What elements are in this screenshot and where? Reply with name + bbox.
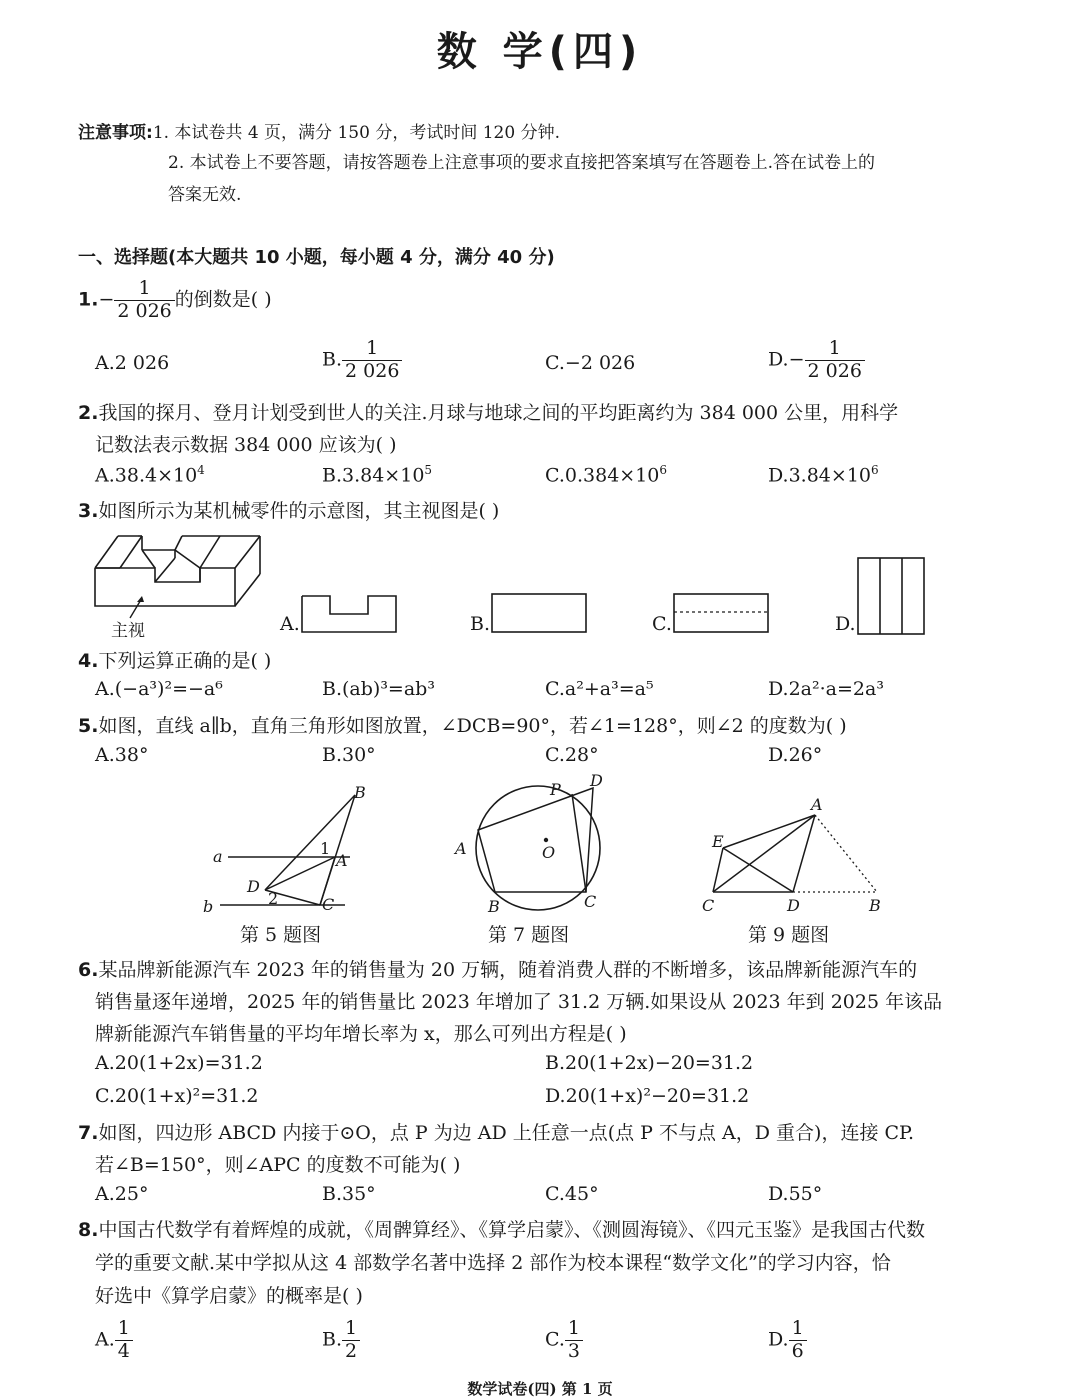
- q2-d-text: D.3.84×10: [768, 464, 871, 487]
- q3-option-c-shape: [672, 592, 772, 636]
- figure-5: [200, 780, 380, 920]
- q7-option-d: D.55°: [768, 1183, 823, 1205]
- q4-text: 下列运算正确的是( ): [98, 650, 272, 672]
- q2-option-b: [322, 463, 432, 486]
- q7-option-b: B.35°: [322, 1183, 376, 1205]
- q8-text1: 中国古代数学有着辉煌的成就，《周髀算经》、《算学启蒙》、《测圆海镜》、《四元玉鉴》是我国古代数: [98, 1219, 925, 1241]
- fig9-label-E: E: [712, 832, 724, 851]
- q4-option-c: C.a²+a³=a⁵: [545, 678, 654, 700]
- q8-a-den: 4: [117, 1339, 130, 1362]
- question-4: [78, 646, 271, 673]
- figure-9-caption: 第 9 题图: [748, 924, 830, 946]
- q2-b-text: B.3.84×10: [322, 464, 425, 487]
- notes-line2: 2. 本试卷上不要答题，请按答题卷上注意事项的要求直接把答案填写在答题卷上.答在试卷上的: [168, 153, 876, 173]
- page-footer: 数学试卷(四) 第 1 页: [467, 1380, 613, 1398]
- center-point-o: [544, 838, 548, 842]
- figure-7-caption: 第 7 题图: [488, 924, 570, 946]
- q8-a-num: 1: [115, 1318, 133, 1341]
- q1-prefix: −: [98, 288, 115, 311]
- fig7-label-D: D: [590, 771, 603, 790]
- q8-a-fraction: [115, 1318, 133, 1363]
- q3-view-label: 主视: [111, 621, 145, 641]
- fig7-label-C: C: [584, 892, 597, 911]
- q1-option-a: A.2 026: [95, 352, 170, 374]
- q7-option-a: A.25°: [95, 1183, 149, 1205]
- q6-option-a: A.20(1+2x)=31.2: [95, 1052, 263, 1074]
- q2-option-c: [545, 463, 667, 486]
- figure-5-caption: 第 5 题图: [240, 924, 322, 946]
- segment-cp: [572, 794, 586, 892]
- fig5-label-a: a: [213, 847, 223, 866]
- q5-option-d: D.26°: [768, 744, 823, 766]
- q1-option-c: C.−2 026: [545, 352, 636, 374]
- q8-b-den: 2: [345, 1339, 358, 1362]
- fig5-label-C: C: [322, 895, 335, 914]
- q1-d-label: D.−: [768, 348, 805, 371]
- q6-option-d: D.20(1+x)²−20=31.2: [545, 1085, 750, 1107]
- q8-option-c: [545, 1318, 583, 1363]
- q8-b-num: 1: [342, 1318, 360, 1341]
- q8-d-den: 6: [791, 1339, 804, 1362]
- q7-option-c: C.45°: [545, 1183, 599, 1205]
- q2-option-d: [768, 463, 879, 486]
- fig7-label-O: O: [542, 843, 556, 862]
- q8-d-fraction: [789, 1318, 807, 1363]
- q4-number: 4.: [78, 650, 99, 672]
- question-6-line2: 销售量逐年递增，2025 年的销售量比 2023 年增加了 31.2 万辆.如果设从 2023 年到 2025 年该品: [95, 991, 943, 1013]
- q7-number: 7.: [78, 1122, 99, 1144]
- q5-option-b: B.30°: [322, 744, 376, 766]
- q1-d-den: 2 026: [807, 359, 862, 382]
- fig5-label-b: b: [203, 897, 214, 916]
- q4-option-d: D.2a²·a=2a³: [768, 678, 884, 700]
- q1-frac-den: 2 026: [117, 299, 172, 322]
- q8-c-num: 1: [565, 1318, 583, 1341]
- segment-ed: [723, 848, 793, 892]
- fig9-label-A: A: [811, 795, 823, 814]
- q3-option-c-label: C.: [652, 613, 672, 635]
- figure-7: [450, 770, 620, 920]
- fig7-label-P: P: [550, 780, 561, 799]
- q2-a-exp: 4: [197, 463, 205, 477]
- fig9-label-C: C: [702, 896, 715, 915]
- q8-option-b: [322, 1318, 360, 1363]
- figure-9: [695, 790, 895, 920]
- fig5-label-2: 2: [268, 889, 279, 908]
- q3-option-b-shape: [490, 592, 590, 636]
- section-heading: 一、选择题(本大题共 10 小题，每小题 4 分，满分 40 分): [78, 247, 555, 268]
- q2-option-a: [95, 463, 205, 486]
- fig5-label-A: A: [336, 851, 348, 870]
- q2-c-text: C.0.384×10: [545, 464, 660, 487]
- q3-option-b-label: B.: [470, 613, 491, 635]
- q2-a-text: A.38.4×10: [95, 464, 198, 487]
- q5-option-c: C.28°: [545, 744, 599, 766]
- q6-number: 6.: [78, 959, 99, 981]
- q2-d-exp: 6: [871, 463, 879, 477]
- question-1: [78, 278, 272, 323]
- page-title: 数 学(四): [436, 29, 644, 75]
- q6-option-b: B.20(1+2x)−20=31.2: [545, 1052, 754, 1074]
- question-5: [78, 711, 847, 738]
- question-7-line2: 若∠B=150°，则∠APC 的度数不可能为( ): [95, 1154, 461, 1176]
- view-arrowhead: [137, 596, 144, 602]
- q8-b-fraction: [342, 1318, 360, 1363]
- fig5-label-D: D: [247, 877, 260, 896]
- q2-c-exp: 6: [659, 463, 668, 477]
- question-6-line3: 牌新能源汽车销售量的平均年增长率为 x，那么可列出方程是( ): [95, 1023, 627, 1045]
- fig7-label-B: B: [488, 897, 500, 916]
- notes-label: 注意事项:: [78, 123, 153, 143]
- q3-option-a-shape: [300, 592, 400, 636]
- segment-da: [793, 815, 815, 892]
- q8-option-d: [768, 1318, 807, 1363]
- q5-text: 如图，直线 a∥b，直角三角形如图放置，∠DCB=90°，若∠1=128°，则∠2 的度数为( ): [98, 715, 847, 737]
- q8-c-label: C.: [545, 1328, 565, 1351]
- q1-suffix: 的倒数是( ): [174, 288, 272, 311]
- q6-text1: 某品牌新能源汽车 2023 年的销售量为 20 万辆，随着消费人群的不断增多，该品牌新能源汽车的: [98, 959, 918, 981]
- q1-option-d: [768, 338, 865, 383]
- q1-d-num: 1: [805, 338, 865, 361]
- q1-option-b: [322, 338, 402, 383]
- notes-line1: [78, 118, 560, 143]
- q5-option-a: A.38°: [95, 744, 149, 766]
- question-8-line2: 学的重要文献.某中学拟从这 4 部数学名著中选择 2 部作为校本课程“数学文化”的学习内容，恰: [95, 1252, 891, 1274]
- q3-option-a-label: A.: [280, 613, 300, 635]
- segment-ea: [723, 815, 815, 848]
- q8-d-num: 1: [789, 1318, 807, 1341]
- q2-b-exp: 5: [424, 463, 433, 477]
- q3-option-d-label: D.: [835, 613, 856, 635]
- question-8-line1: [78, 1215, 925, 1242]
- question-2-line2: 记数法表示数据 384 000 应该为( ): [95, 434, 397, 456]
- fig5-label-1: 1: [320, 839, 331, 858]
- q8-c-den: 3: [567, 1339, 580, 1362]
- question-3: [78, 496, 499, 523]
- q1-d-fraction: [805, 338, 865, 383]
- fig9-label-D: D: [787, 896, 800, 915]
- q1-b-num: 1: [342, 338, 402, 361]
- q8-b-label: B.: [322, 1328, 343, 1351]
- q1-b-label: B.: [322, 348, 343, 371]
- question-7-line1: [78, 1118, 914, 1145]
- q1-frac-num: 1: [114, 278, 174, 301]
- question-6-line1: [78, 955, 917, 982]
- q8-option-a: [95, 1318, 133, 1363]
- q2-text1: 我国的探月、登月计划受到世人的关注.月球与地球之间的平均距离约为 384 000 公里，用科学: [98, 402, 899, 424]
- q3-number: 3.: [78, 500, 99, 522]
- q7-text1: 如图，四边形 ABCD 内接于⊙O，点 P 为边 AD 上任意一点(点 P 不与点 A，D 重合)，连接 CP.: [98, 1122, 915, 1144]
- q3-option-d-shape: [856, 556, 928, 636]
- q4-option-b: B.(ab)³=ab³: [322, 678, 435, 700]
- q8-d-label: D.: [768, 1328, 789, 1351]
- q1-b-fraction: [342, 338, 402, 383]
- q4-option-a: A.(−a³)²=−a⁶: [95, 678, 223, 700]
- q8-c-fraction: [565, 1318, 583, 1363]
- q2-number: 2.: [78, 402, 99, 424]
- fig7-label-A: A: [455, 839, 467, 858]
- fig5-label-B: B: [354, 783, 366, 802]
- notes-text1: 1. 本试卷共 4 页，满分 150 分，考试时间 120 分钟.: [152, 123, 560, 143]
- question-2-line1: [78, 398, 898, 425]
- q5-number: 5.: [78, 715, 99, 737]
- fig9-label-B: B: [869, 896, 881, 915]
- q6-option-c: C.20(1+x)²=31.2: [95, 1085, 259, 1107]
- notes-line3: 答案无效.: [168, 185, 242, 205]
- q8-number: 8.: [78, 1219, 99, 1241]
- segment-ca: [713, 815, 815, 892]
- segment-ab-dotted: [815, 815, 877, 892]
- q8-a-label: A.: [95, 1328, 115, 1351]
- q1-number: 1.: [78, 288, 99, 311]
- q1-fraction: [114, 278, 174, 323]
- segment-bd: [265, 795, 355, 890]
- q1-b-den: 2 026: [345, 359, 400, 382]
- question-8-line3: 好选中《算学启蒙》的概率是( ): [95, 1285, 363, 1307]
- q3-text: 如图所示为某机械零件的示意图，其主视图是( ): [98, 500, 500, 522]
